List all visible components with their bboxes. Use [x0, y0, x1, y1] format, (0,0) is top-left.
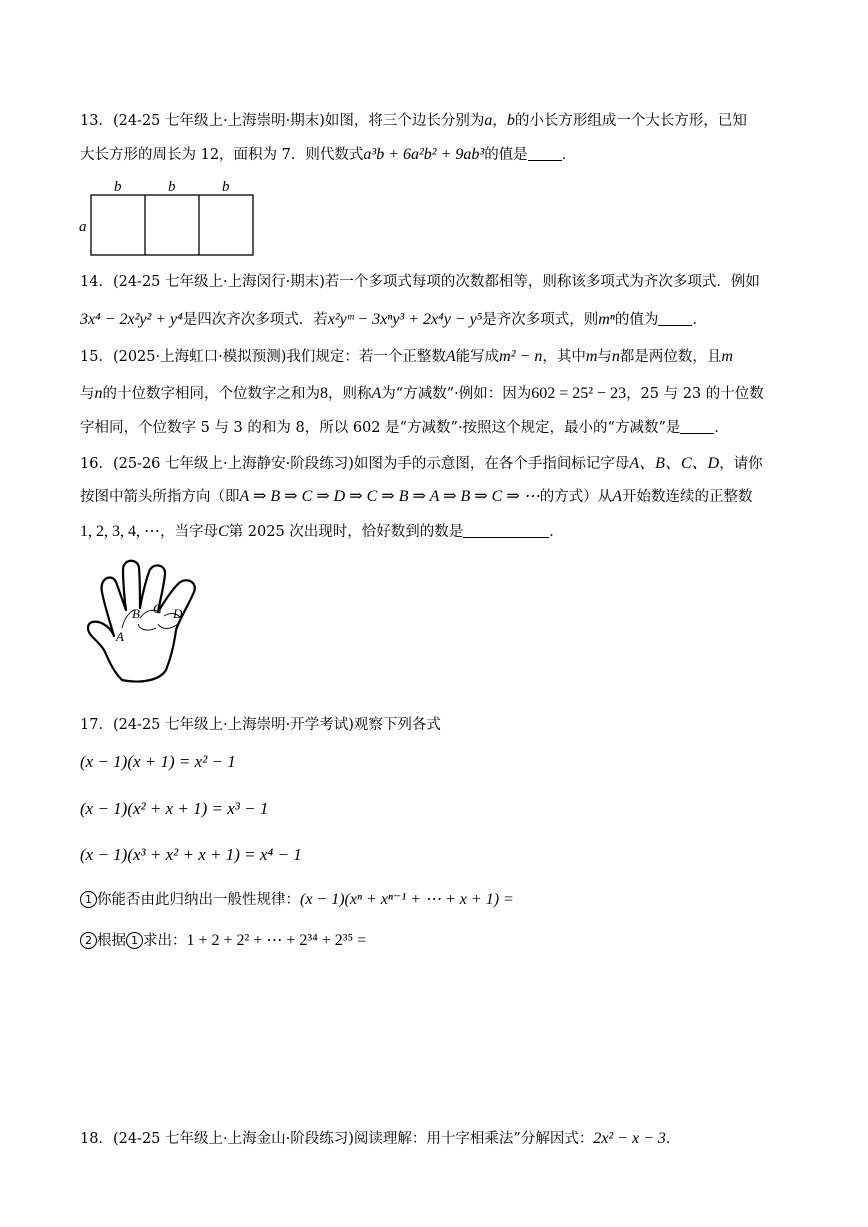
- label-b-3: b: [222, 179, 230, 195]
- q18-source: (24-25 七年级上·上海金山·阶段练习): [112, 1131, 354, 1147]
- q16-sequence: A ⇒ B ⇒ C ⇒ D ⇒ C ⇒ B ⇒ A ⇒ B ⇒ C ⇒ ⋯: [239, 488, 540, 505]
- q15-answer-blank[interactable]: [680, 419, 714, 434]
- q17-part2-expression: 1 + 2 + 2² + ⋯ + 2³⁴ + 2³⁵ =: [186, 932, 367, 949]
- q16-line1: 16．(25-26 七年级上·上海静安·阶段练习)如图为手的示意图，在各个手指间标记字母A、B、C、D，请你: [80, 455, 763, 472]
- q16-hand-figure: [82, 558, 212, 690]
- big-rectangle: [91, 195, 253, 255]
- hand-label-a: A: [116, 629, 124, 644]
- hand-label-c: C: [153, 601, 162, 616]
- q18-number: 18．: [80, 1131, 113, 1147]
- q13-number: 13．: [80, 113, 113, 129]
- q17-part2: 2 根据 1 求出：1 + 2 + 2² + ⋯ + 2³⁴ + 2³⁵ =: [80, 931, 366, 951]
- q17-source: (24-25 七年级上·上海崇明·开学考试): [112, 717, 354, 733]
- hand-outline: [88, 561, 195, 682]
- arrow-path-c-b: [138, 624, 156, 630]
- circled-number-2: 2: [80, 932, 97, 949]
- q15-line1: 15．(2025·上海虹口·模拟预测)我们规定：若一个正整数A能写成m² − n，其中m与n都是两位数，且m: [80, 348, 733, 365]
- circled-number-ref-1: 1: [126, 932, 143, 949]
- q13-line2: 大长方形的周长为 12，面积为 7．则代数式a³b + 6a²b² + 9ab³的值是 ．: [80, 146, 577, 163]
- q13-expression: a³b + 6a²b² + 9ab³: [363, 146, 485, 163]
- q15-number: 15．: [80, 349, 113, 365]
- q17-equation-2: (x − 1)(x² + x + 1) = x³ − 1: [80, 799, 269, 818]
- q14-line1: 14．(24-25 七年级上·上海闵行·期末)若一个多项式每项的次数都相等，则称该多项式为齐次多项式．例如: [80, 274, 760, 290]
- q17-line1: 17．(24-25 七年级上·上海崇明·开学考试)观察下列各式: [80, 717, 441, 733]
- q17-part1: 1 你能否由此归纳出一般性规律：(x − 1)(xⁿ + xⁿ⁻¹ + ⋯ + x + 1) =: [80, 890, 514, 910]
- q17-equation-3: (x − 1)(x³ + x² + x + 1) = x⁴ − 1: [80, 845, 302, 864]
- q15-line3: 字相同，个位数字 5 与 3 的和为 8，所以 602 是“方减数”·按照这个规定，最小的“方减数”是 ．: [80, 420, 729, 436]
- circled-number-1: 1: [80, 891, 97, 908]
- q14-line2: 3x⁴ − 2x²y² + y⁴是四次齐次多项式．若x²yᵐ − 3xⁿy³ + 2x⁴y − y⁵是齐次多项式，则mⁿ的值为 ．: [80, 311, 707, 328]
- q17-number: 17．: [80, 717, 113, 733]
- q13-line1: 13．(24-25 七年级上·上海崇明·期末)如图，将三个边长分别为a，b的小长方形组成一个大长方形，已知: [80, 112, 747, 129]
- q14-number: 14．: [80, 274, 113, 290]
- hand-label-b: B: [132, 606, 140, 621]
- q15-source: (2025·上海虹口·模拟预测): [112, 349, 287, 365]
- q17-part1-expression: (x − 1)(xⁿ + xⁿ⁻¹ + ⋯ + x + 1) =: [300, 891, 514, 908]
- q14-source: (24-25 七年级上·上海闵行·期末): [112, 274, 325, 290]
- hand-label-d: D: [173, 606, 183, 621]
- q18-expression: 2x² − x − 3: [593, 1130, 666, 1147]
- q16-answer-blank[interactable]: [463, 523, 549, 538]
- q16-line2: 按图中箭头所指方向（即A ⇒ B ⇒ C ⇒ D ⇒ C ⇒ B ⇒ A ⇒ B ⇒ C ⇒ ⋯的方式）从A开始数连续的正整数: [80, 488, 753, 505]
- q15-line2: 与n的十位数字相同，个位数字之和为8，则称A为“方减数”·例如：因为602 = 25² − 23，25 与 23 的十位数: [80, 385, 764, 402]
- q16-number: 16．: [80, 456, 113, 472]
- q16-source: (25-26 七年级上·上海静安·阶段练习): [112, 456, 354, 472]
- q17-equation-1: (x − 1)(x + 1) = x² − 1: [80, 752, 236, 771]
- q13-source: (24-25 七年级上·上海崇明·期末): [112, 113, 325, 129]
- q13-rectangle-figure: [74, 174, 264, 260]
- q14-answer-blank[interactable]: [658, 311, 692, 326]
- q13-answer-blank[interactable]: [528, 146, 562, 161]
- label-b-1: b: [114, 179, 122, 195]
- q18-line1: 18．(24-25 七年级上·上海金山·阶段练习)阅读理解：用十字相乘法”分解因式：2x² − x − 3．: [80, 1130, 681, 1147]
- q16-line3: 1, 2, 3, 4, ⋯，当字母C第 2025 次出现时，恰好数到的数是 ．: [80, 523, 564, 540]
- arrow-path-d-c: [158, 624, 178, 629]
- label-b-2: b: [168, 179, 176, 195]
- label-a: a: [79, 219, 87, 235]
